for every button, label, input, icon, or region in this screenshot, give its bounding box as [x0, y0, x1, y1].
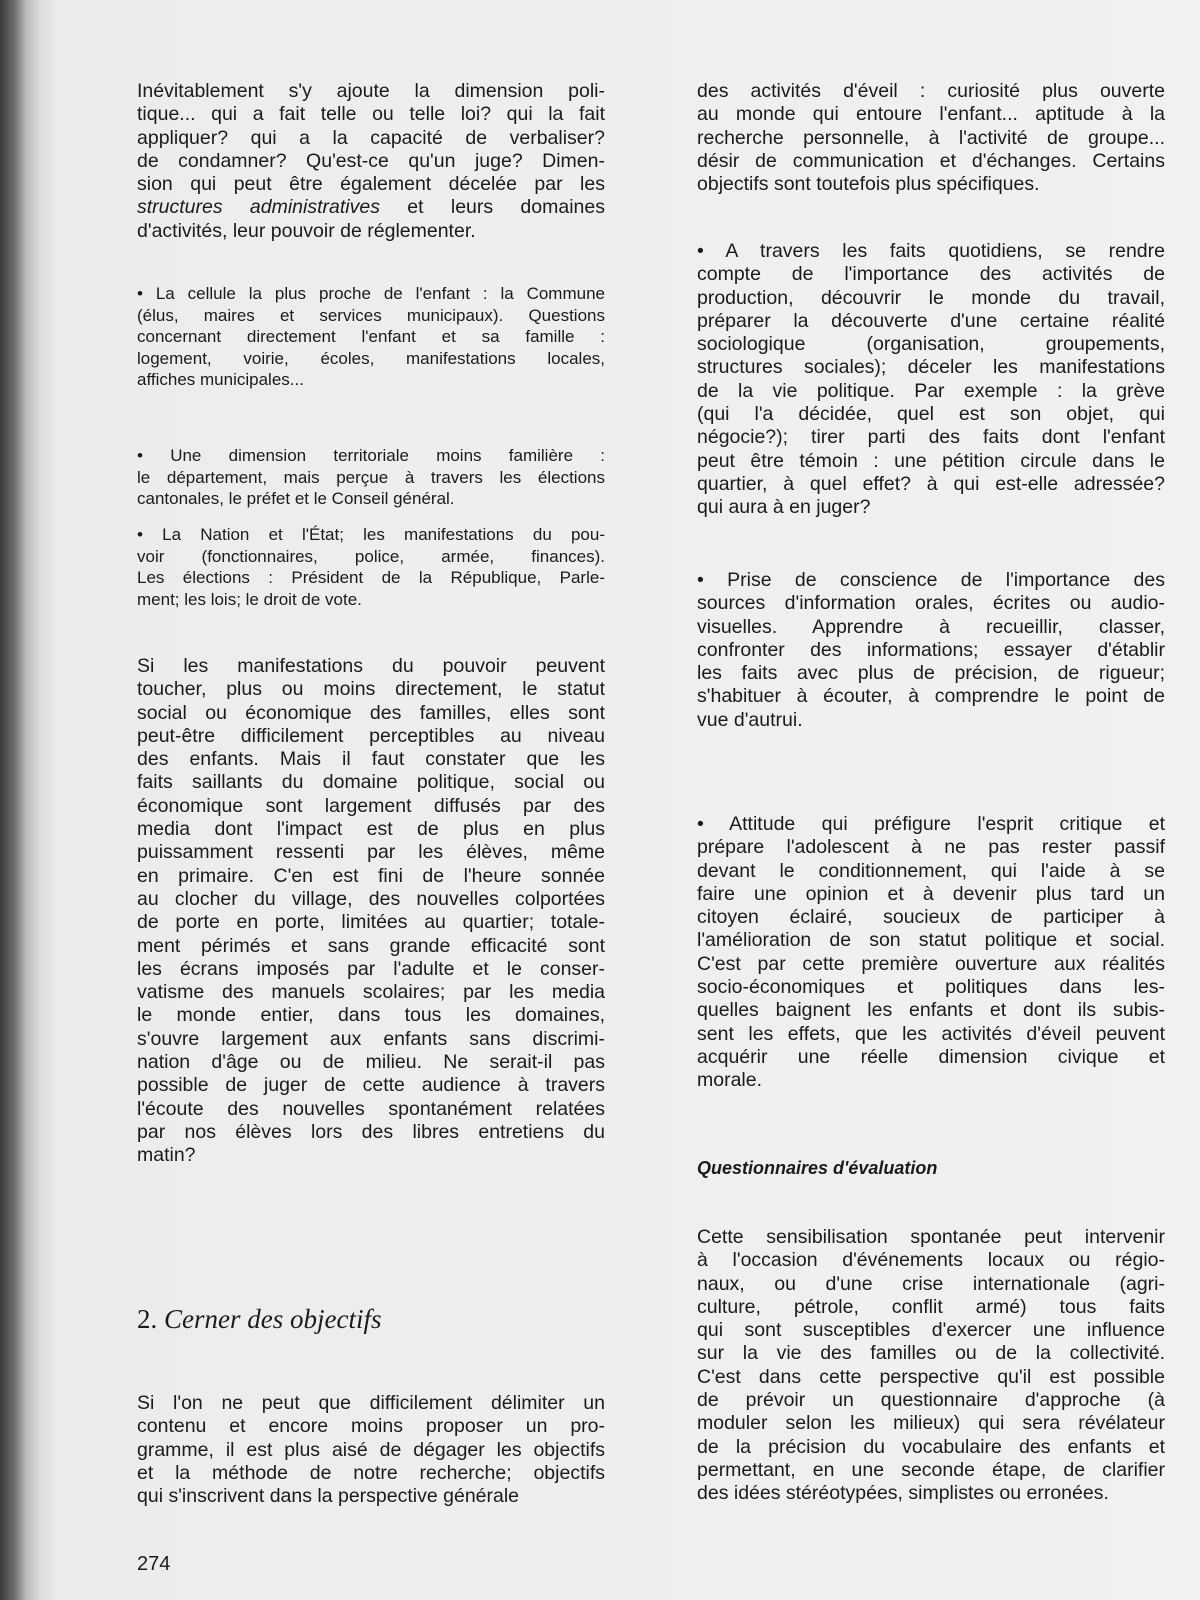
text-line: faits saillants du domaine politique, social ou [137, 771, 605, 794]
text-line: sociologique (organisation, groupements, [697, 333, 1165, 356]
text-line: de condamner? Qu'est-ce qu'un juge? Dimen- [137, 149, 605, 172]
text-line: Inévitablement s'y ajoute la dimension poli- [137, 80, 605, 102]
text-line: Si les manifestations du pouvoir peuvent [137, 655, 605, 677]
text-line: d'activités, leur pouvoir de réglementer. [137, 219, 476, 242]
text-line: recherche personnelle, à l'activité de groupe... [697, 126, 1165, 149]
text-line: nation d'âge ou de milieu. Ne serait-il pas [137, 1051, 605, 1074]
text-line: matin? [137, 1144, 196, 1167]
text-line: • Une dimension territoriale moins familière : [137, 446, 605, 465]
text-line: sion qui peut être également décelée par les [137, 173, 605, 196]
right-bullet-attitude [697, 813, 1165, 1093]
text-line: peut-être difficilement perceptibles au niveau [137, 724, 605, 747]
text-line: ment périmés et sans grande efficacité sont [137, 934, 605, 957]
text-line: économique sont largement diffusés par des [137, 794, 605, 817]
text-line: Les élections : Président de la République, Parle- [137, 568, 605, 588]
right-bullet-faits-quotidiens [697, 240, 1165, 520]
text-line: confronter des informations; essayer d'établir [697, 638, 1165, 661]
text-line: culture, pétrole, conflit armé) tous faits [697, 1295, 1165, 1318]
text-line [137, 196, 605, 219]
text-line: des enfants. Mais il faut constater que les [137, 748, 605, 771]
right-bullet-information [697, 569, 1165, 732]
text-line: faire une opinion et à devenir plus tard un [697, 882, 1165, 905]
text-line: acquérir une réelle dimension civique et [697, 1045, 1165, 1068]
left-bullet-departement [137, 445, 605, 510]
text-line: puissamment ressenti par les élèves, même [137, 841, 605, 864]
text-line: C'est par cette première ouverture aux réalités [697, 952, 1165, 975]
subsection-heading: Questionnaires d'évaluation [697, 1158, 938, 1178]
text-line: affiches municipales... [137, 370, 304, 390]
text-line: compte de l'importance des activités de [697, 263, 1165, 286]
text-line: le monde entier, dans tous les domaines, [137, 1004, 605, 1027]
text-line: permettant, en une seconde étape, de clarifier [697, 1458, 1165, 1481]
text-line: • A travers les faits quotidiens, se rendre [697, 240, 1165, 262]
text-line: Si l'on ne peut que difficilement délimiter un [137, 1392, 605, 1414]
text-line: social ou économique des familles, elles sont [137, 701, 605, 724]
text-line: l'amélioration de son statut politique et social. [697, 929, 1165, 952]
text-line: cantonales, le préfet et le Conseil général. [137, 489, 455, 509]
italic-term: structures administratives [137, 196, 380, 219]
text-line: qui aura à en juger? [697, 496, 871, 519]
text-line: et la méthode de notre recherche; objectifs [137, 1461, 605, 1484]
page-number: 274 [137, 1553, 171, 1575]
left-bullet-nation [137, 524, 605, 610]
left-bullet-commune [137, 283, 605, 391]
text-line: toucher, plus ou moins directement, le statut [137, 678, 605, 701]
text-line: • La cellule la plus proche de l'enfant : la Commune [137, 284, 605, 303]
text-line: naux, ou d'une crise internationale (agri- [697, 1272, 1165, 1295]
text-line: socio-économiques et politiques dans les- [697, 976, 1165, 999]
text-line: au monde qui entoure l'enfant... aptitude à la [697, 103, 1165, 126]
text-line: Cette sensibilisation spontanée peut intervenir [697, 1226, 1165, 1248]
text-line: objectifs sont toutefois plus spécifiques. [697, 173, 1040, 196]
text-line: s'habituer à écouter, à comprendre le point de [697, 685, 1165, 708]
text-line: désir de communication et d'échanges. Certains [697, 149, 1165, 172]
text-line: production, découvrir le monde du travail, [697, 286, 1165, 309]
text-line: de prévoir un questionnaire d'approche (à [697, 1389, 1165, 1412]
text-line: préparer la découverte d'une certaine réalité [697, 309, 1165, 332]
text-line: les faits avec plus de précision, de rigueur; [697, 662, 1165, 685]
text-line: tique... qui a fait telle ou telle loi? qui la fait [137, 103, 605, 126]
text-line: contenu et encore moins proposer un pro- [137, 1415, 605, 1438]
text-line: de la précision du vocabulaire des enfants et [697, 1435, 1165, 1458]
text-line: logement, voirie, écoles, manifestations locales, [137, 348, 605, 368]
text-line: qui sont susceptibles d'exercer une influence [697, 1319, 1165, 1342]
text-line: quelles baignent les enfants et dont ils subis- [697, 999, 1165, 1022]
text-line: à l'occasion d'événements locaux ou régio- [697, 1249, 1165, 1272]
text-line: devant le conditionnement, qui l'aide à se [697, 859, 1165, 882]
text-line: • Prise de conscience de l'importance des [697, 569, 1165, 591]
text-line: C'est dans cette perspective qu'il est possible [697, 1365, 1165, 1388]
text-line: concernant directement l'enfant et sa famille : [137, 327, 605, 347]
text-line: qui s'inscrivent dans la perspective générale [137, 1485, 520, 1508]
text-line: vue d'autrui. [697, 708, 803, 731]
text-line: moduler selon les milieux) qui sera révélateur [697, 1412, 1165, 1435]
text-line: par nos élèves lors des libres entretiens du [137, 1120, 605, 1143]
text-line: le département, mais perçue à travers les élections [137, 467, 605, 487]
text-line: de la vie politique. Par exemple : la grève [697, 379, 1165, 402]
text-line: en primaire. C'en est fini de l'heure sonnée [137, 864, 605, 887]
text-line: des activités d'éveil : curiosité plus ouverte [697, 80, 1165, 102]
left-intro-paragraph [137, 80, 605, 243]
text-line: sent les effets, que les activités d'éveil peuvent [697, 1022, 1165, 1045]
text-line: morale. [697, 1069, 763, 1092]
section-title: Cerner des objectifs [164, 1304, 382, 1334]
left-objectives-paragraph [137, 1392, 605, 1508]
text-line: quartier, à quel effet? à qui est-elle adressée? [697, 472, 1165, 495]
text-line: citoyen éclairé, soucieux de participer à [697, 906, 1165, 929]
text-line: media dont l'impact est de plus en plus [137, 818, 605, 841]
text-line: structures sociales); déceler les manifestations [697, 356, 1165, 379]
text-line: visuelles. Apprendre à recueillir, classer, [697, 615, 1165, 638]
text-line: • Attitude qui préfigure l'esprit critique et [697, 813, 1165, 835]
text-line: sur la vie des familles ou de la collectivité. [697, 1342, 1165, 1365]
left-media-paragraph [137, 655, 605, 1168]
text-line: peut être témoin : une pétition circule dans le [697, 449, 1165, 472]
text-line: gramme, il est plus aisé de dégager les objectifs [137, 1438, 605, 1461]
text-line: les écrans imposés par l'adulte et le conser- [137, 957, 605, 980]
text-line: de porte en porte, limitées au quartier; totale- [137, 911, 605, 934]
text-line: • La Nation et l'État; les manifestations du pou- [137, 525, 605, 544]
text-line: sources d'information orales, écrites ou audio- [697, 592, 1165, 615]
right-questionnaire-paragraph [697, 1226, 1165, 1506]
right-intro-paragraph [697, 80, 1165, 196]
text-line: négocie?); tirer parti des faits dont l'enfant [697, 426, 1165, 449]
text-line: (qui l'a décidée, quel est son objet, qui [697, 403, 1165, 426]
text-line: prépare l'adolescent à ne pas rester passif [697, 836, 1165, 859]
text-line: au clocher du village, des nouvelles colportées [137, 887, 605, 910]
text-line: des idées stéréotypées, simplistes ou erronées. [697, 1482, 1109, 1505]
text-line: (élus, maires et services municipaux). Questions [137, 305, 605, 325]
section-heading [137, 1304, 381, 1335]
text-line: appliquer? qui a la capacité de verbaliser? [137, 126, 605, 149]
section-number: 2. [137, 1304, 158, 1334]
text-line: vatisme des manuels scolaires; par les media [137, 981, 605, 1004]
text-line: voir (fonctionnaires, police, armée, finances). [137, 546, 605, 566]
text-line: ment; les lois; le droit de vote. [137, 589, 362, 609]
text-line: l'écoute des nouvelles spontanément relatées [137, 1097, 605, 1120]
text-segment: et leurs domaines [379, 196, 605, 219]
text-line: possible de juger de cette audience à travers [137, 1074, 605, 1097]
text-line: s'ouvre largement aux enfants sans discrimi- [137, 1027, 605, 1050]
